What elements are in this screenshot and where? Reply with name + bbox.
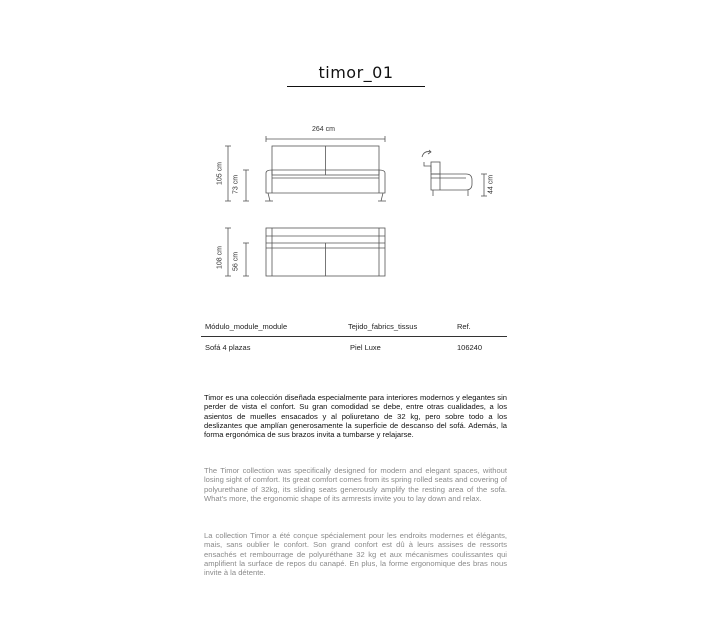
table-header-fabric: Tejido_fabrics_tissus: [348, 322, 418, 331]
front-seat-height-label: 73 cm: [232, 174, 240, 195]
description-spanish: Timor es una colección diseñada especialmente para interiores modernos y elegantes sin perder de vista el confort. Su gran comodidad se debe, entre otras cualidades, a los asientos de muelles ensacados y al poliuretano de 32 kg, pero sobre todo a los deslizantes que amplían generosamente la superficie de descanso del sofá. Además, la forma ergonómica de sus brazos invita a tumbarse y relajarse.: [204, 393, 507, 440]
table-rule: [201, 336, 507, 337]
table-header-module: Módulo_module_module: [205, 322, 288, 331]
top-seat-depth-label: 56 cm: [232, 251, 240, 272]
front-total-height-label: 105 cm: [216, 162, 224, 185]
top-view-sofa: [266, 228, 385, 276]
description-english: The Timor collection was specifically designed for modern and elegant spaces, without losing sight of comfort. Its great comfort comes from its spring rolled seats and covering of polyurethane of 32kg, its sliding seats generously amplify the resting area of the sofa. What's more, the ergonomic shape of its armrests invite you to lay down and relax.: [204, 466, 507, 503]
table-cell-fabric: Piel Luxe: [350, 343, 381, 352]
front-width-dimension-line: [266, 136, 385, 142]
page-title: timor_01: [318, 63, 394, 82]
table-header-ref: Ref.: [457, 322, 471, 331]
side-height-label: 44 cm: [487, 174, 495, 195]
description-french: La collection Timor a été conçue spécialement pour les endroits modernes et élégants, mais, sans oublier le confort. Son grand confort est dû à leurs assises de ressorts ensachés et rembourrage de polyuréthane 32 kg et aux mécanismes coulissantes qui amplifient la surface de repos du canapé. En plus, la forme ergonomique des bras nous invite à la détente.: [204, 531, 507, 578]
top-depth-label: 108 cm: [216, 246, 224, 269]
front-view-sofa: [265, 146, 386, 201]
side-view-sofa: [422, 150, 487, 196]
table-cell-module: Sofá 4 plazas: [205, 343, 251, 352]
front-width-label: 264 cm: [312, 126, 335, 133]
table-cell-ref: 106240: [457, 343, 483, 352]
